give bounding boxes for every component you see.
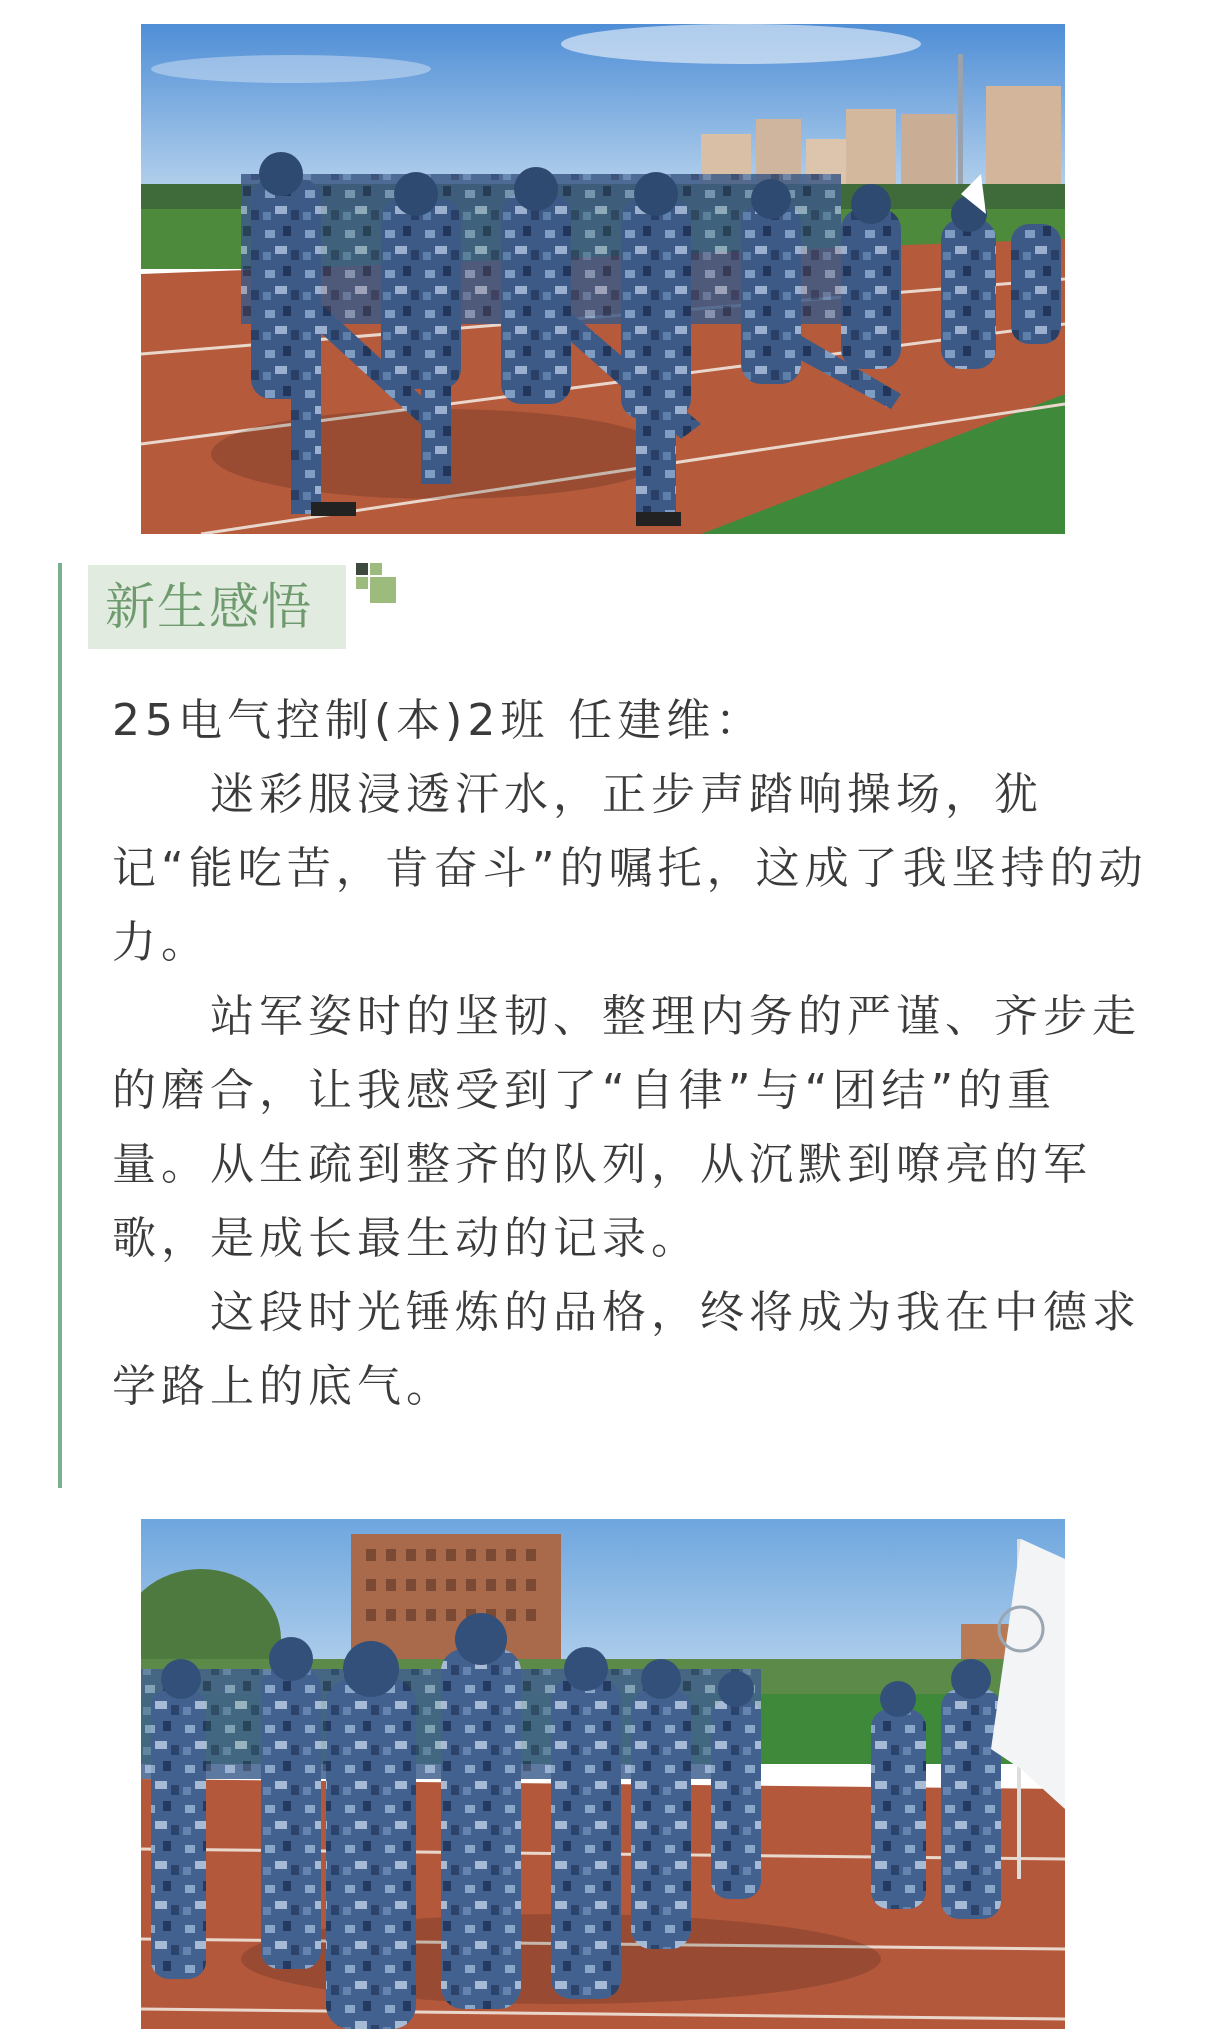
author-line: 25电气控制(本)2班 任建维：	[112, 695, 765, 746]
bottom-photo-military-training	[141, 1519, 1065, 2029]
reflection-section	[58, 563, 1162, 1488]
section-heading: 新生感悟	[105, 578, 313, 636]
paragraph-3: 这段时光锤炼的品格，终将成为我在中德求学路上的底气。	[112, 1287, 1141, 1412]
heading-decoration-squares-icon	[356, 563, 398, 613]
section-heading-box	[88, 565, 346, 649]
reflection-body	[112, 684, 1152, 1424]
top-photo-military-training	[141, 24, 1065, 534]
paragraph-1: 迷彩服浸透汗水，正步声踏响操场，犹记“能吃苦，肯奋斗”的嘱托，这成了我坚持的动力。	[112, 769, 1148, 968]
paragraph-2: 站军姿时的坚韧、整理内务的严谨、齐步走的磨合，让我感受到了“自律”与“团结”的重量。从生疏到整齐的队列，从沉默到嘹亮的军歌，是成长最生动的记录。	[112, 991, 1141, 1264]
